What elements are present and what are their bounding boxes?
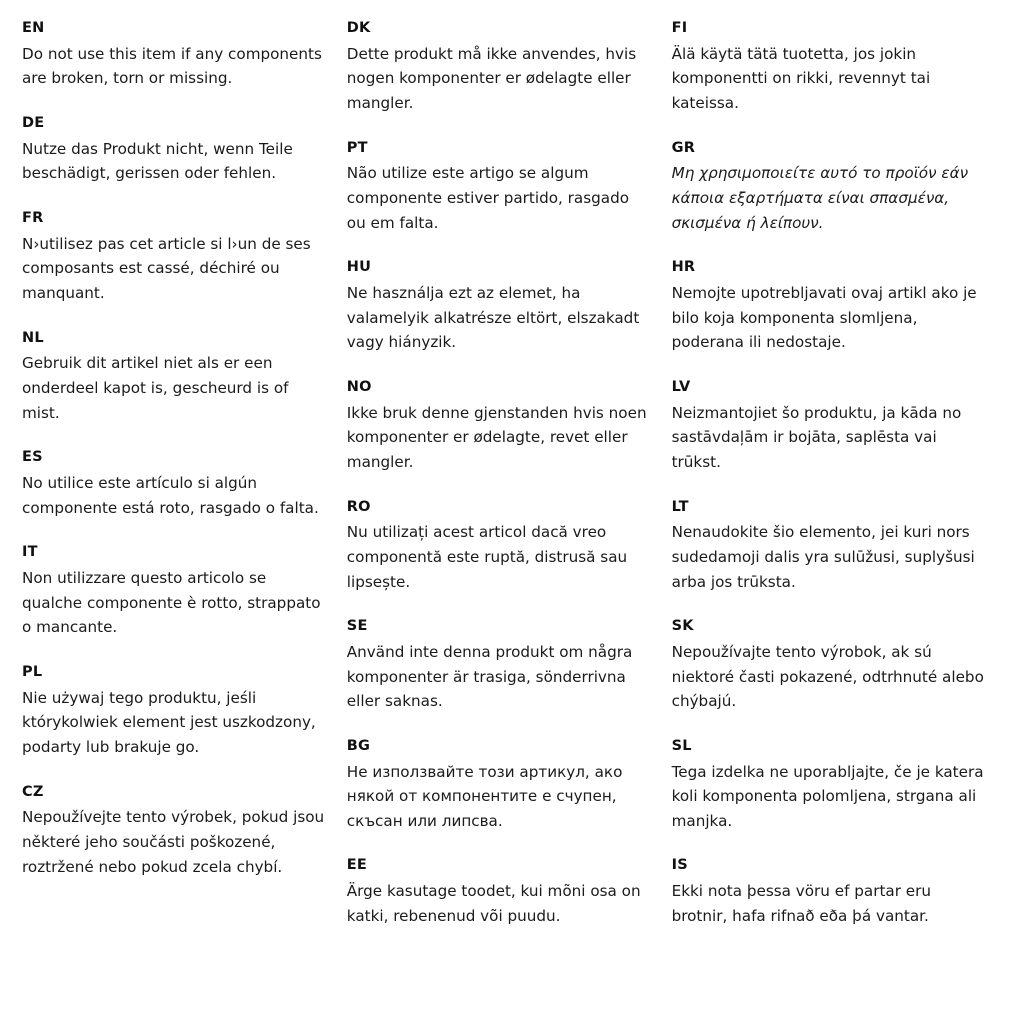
language-text: Ekki nota þessa vöru ef partar eru brotnir, hafa rifnað eða þá vantar. — [671, 882, 932, 925]
language-code: SK — [671, 618, 694, 635]
language-entry-bg — [347, 736, 650, 834]
language-text: Nu utilizați acest articol dacă vreo componentă este ruptă, distrusă sau lipsește. — [346, 523, 628, 591]
columns-container — [22, 18, 1002, 1014]
language-entry-dk — [347, 18, 650, 116]
language-entry-fi — [672, 18, 998, 116]
language-code: EN — [22, 20, 45, 36]
language-text: Tega izdelka ne uporabljajte, če je katera koli komponenta polomljena, strgana ali manjka. — [671, 762, 984, 830]
language-entry-gr — [672, 138, 998, 236]
language-entry-pl — [22, 662, 325, 760]
language-entry-en — [22, 18, 325, 91]
language-entry-hr — [672, 257, 998, 355]
language-code: HR — [671, 259, 696, 276]
language-entry-hu — [347, 257, 650, 355]
language-entry-sl — [672, 736, 998, 834]
language-text: Nie używaj tego produktu, jeśli którykolwiek element jest uszkodzony, podarty lub brakuje go. — [22, 688, 316, 756]
language-code: SE — [346, 618, 368, 635]
language-code: FR — [22, 210, 44, 226]
language-text: Använd inte denna produkt om några komponenter är trasiga, sönderrivna eller saknas. — [346, 642, 633, 711]
language-text: Não utilize este artigo se algum componente estiver partido, rasgado ou em falta. — [346, 164, 630, 232]
language-entry-is — [672, 855, 998, 928]
language-text: Do not use this item if any components are broken, torn or missing. — [22, 44, 322, 88]
language-code: LT — [671, 498, 689, 515]
language-entry-fr — [22, 208, 325, 306]
language-code: NL — [22, 329, 44, 346]
language-text: Nenaudokite šio elemento, jei kuri nors sudedamoji dalis yra sulūžusi, suplyšusi arba jos trūksta. — [671, 523, 975, 591]
language-entry-it — [22, 542, 325, 640]
language-text: No utilice este artículo si algún componente está roto, rasgado o falta. — [22, 474, 319, 517]
language-code: IS — [671, 857, 688, 874]
language-text: Neizmantojiet šo produktu, ja kāda no sastāvdaļām ir bojāta, saplēsta vai trūkst. — [671, 403, 962, 471]
language-code: PT — [346, 139, 368, 156]
language-text: Älä käytä tätä tuotetta, jos jokin komponentti on rikki, revennyt tai kateissa. — [671, 44, 931, 112]
language-code: FI — [671, 20, 688, 36]
language-entry-no — [347, 377, 650, 475]
language-code: ES — [22, 449, 43, 466]
language-code: GR — [671, 139, 696, 156]
language-text: Ärge kasutage toodet, kui mõni osa on katki, rebenenud või puudu. — [346, 882, 641, 925]
language-code: DK — [346, 20, 371, 36]
language-entry-lv — [672, 377, 998, 475]
language-text: Nutze das Produkt nicht, wenn Teile beschädigt, gerissen oder fehlen. — [22, 139, 293, 183]
language-entry-se — [347, 616, 650, 714]
language-code: SL — [671, 737, 692, 754]
language-column-2 — [347, 18, 672, 928]
language-code: BG — [346, 737, 371, 754]
language-text: Gebruik dit artikel niet als er een onderdeel kapot is, gescheurd is of mist. — [22, 354, 289, 422]
language-entry-de — [22, 113, 325, 186]
language-code: RO — [346, 498, 371, 515]
language-text: Nepoužívejte tento výrobek, pokud jsou některé jeho součásti poškozené, roztržené nebo pokud zcela chybí. — [22, 808, 325, 876]
language-code: HU — [346, 259, 372, 276]
language-entry-es — [22, 447, 325, 520]
language-entry-lt — [672, 497, 998, 595]
language-text: Ikke bruk denne gjenstanden hvis noen komponenter er ødelagte, revet eller mangler. — [346, 403, 647, 471]
language-column-1 — [22, 18, 347, 879]
language-code: EE — [346, 857, 368, 874]
language-text: Μη χρησιμοποιείτε αυτό το προϊόν εάν κάποια εξαρτήματα είναι σπασμένα, σκισμένα ή λείπουν. — [671, 164, 969, 232]
language-entry-ee — [347, 855, 650, 928]
language-text: Non utilizzare questo articolo se qualche componente è rotto, strappato o mancante. — [22, 569, 321, 637]
language-code: DE — [22, 115, 45, 131]
language-code: PL — [22, 663, 43, 680]
language-text: Dette produkt må ikke anvendes, hvis nogen komponenter er ødelagte eller mangler. — [346, 44, 637, 112]
language-text: Nepoužívajte tento výrobok, ak sú niektoré časti pokazené, odtrhnuté alebo chýbajú. — [671, 642, 984, 711]
language-entry-ro — [347, 497, 650, 595]
language-text: Ne használja ezt az elemet, ha valamelyik alkatrésze eltört, elszakadt vagy hiányzik. — [346, 284, 640, 352]
language-column-3 — [672, 18, 1002, 928]
language-entry-nl — [22, 328, 325, 426]
language-code: LV — [671, 378, 691, 395]
language-entry-pt — [347, 138, 650, 236]
language-code: NO — [346, 378, 372, 395]
language-code: CZ — [22, 783, 44, 800]
language-text: Nemojte upotrebljavati ovaj artikl ako je bilo koja komponenta slomljena, poderana ili nedostaje. — [671, 284, 977, 352]
language-entry-sk — [672, 616, 998, 714]
language-code: IT — [22, 544, 38, 561]
language-text: N›utilisez pas cet article si l›un de ses composants est cassé, déchiré ou manquant. — [22, 234, 311, 302]
language-text: Не използвайте този артикул, ако някой от компонентите е счупен, скъсан или липсва. — [346, 762, 623, 830]
language-entry-cz — [22, 782, 325, 880]
